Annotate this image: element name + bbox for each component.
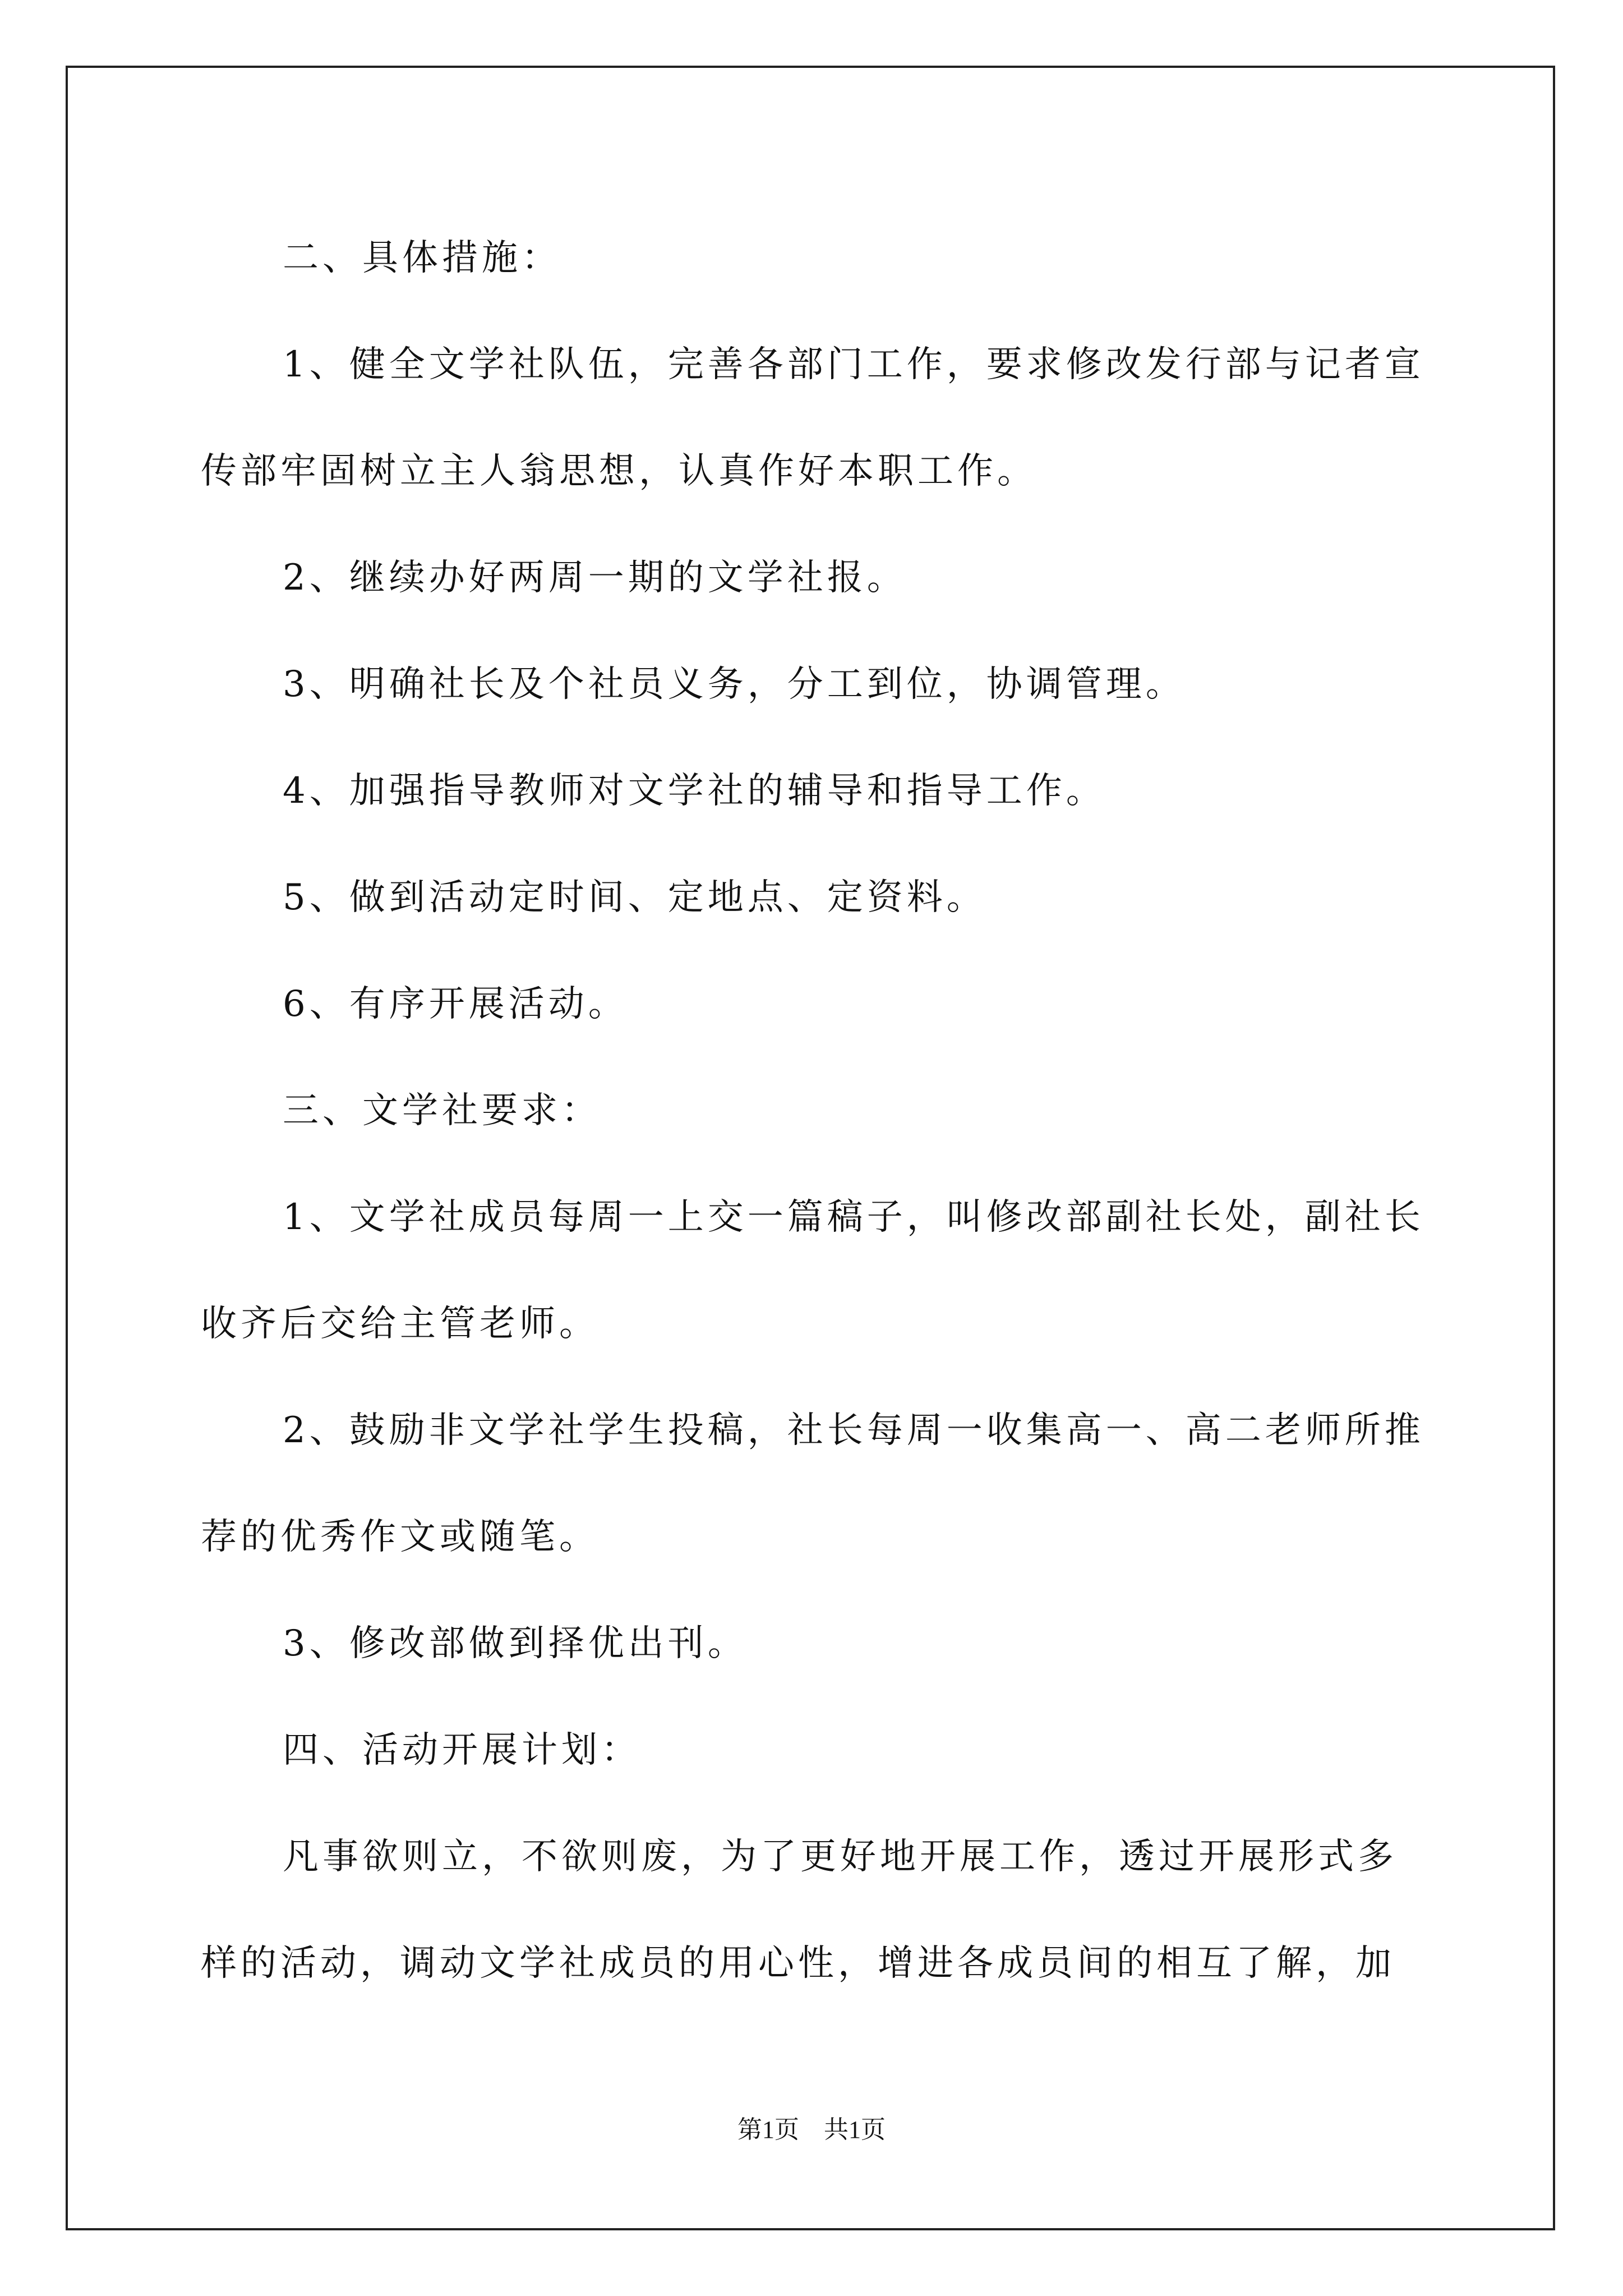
document-body — [201, 205, 1429, 2017]
paragraph-item: 凡事欲则立，不欲则废，为了更好地开展工作，透过开展形式多样的活动，调动文学社成员的用心性，增进各成员间的相互了解，加 — [201, 1836, 1398, 1984]
paragraph-item: 3、修改部做到择优出刊。 — [283, 1623, 748, 1664]
paragraph-item: 2、鼓励非文学社学生投稿，社长每周一收集高一、高二老师所推荐的优秀作文或随笔。 — [201, 1410, 1424, 1558]
paragraph-item: 1、文学社成员每周一上交一篇稿子，叫修改部副社长处，副社长收齐后交给主管老师。 — [201, 1197, 1424, 1345]
section-heading-requirements: 三、文学社要求： — [283, 1090, 601, 1131]
paragraph-item: 1、健全文学社队伍，完善各部门工作，要求修改发行部与记者宣传部牢固树立主人翁思想，认真作好本职工作。 — [201, 344, 1424, 492]
paragraph-item: 4、加强指导教师对文学社的辅导和指导工作。 — [283, 770, 1106, 812]
page-number-footer: 第1页 共1页 — [737, 2116, 886, 2143]
paragraph-item: 2、继续办好两周一期的文学社报。 — [283, 557, 907, 599]
paragraph-item: 3、明确社长及个社员义务，分工到位，协调管理。 — [283, 664, 1186, 705]
paragraph-item: 6、有序开展活动。 — [283, 983, 628, 1025]
section-heading-measures: 二、具体措施： — [283, 237, 561, 279]
section-heading-plan: 四、活动开展计划： — [283, 1729, 641, 1771]
paragraph-item: 5、做到活动定时间、定地点、定资料。 — [283, 877, 986, 918]
